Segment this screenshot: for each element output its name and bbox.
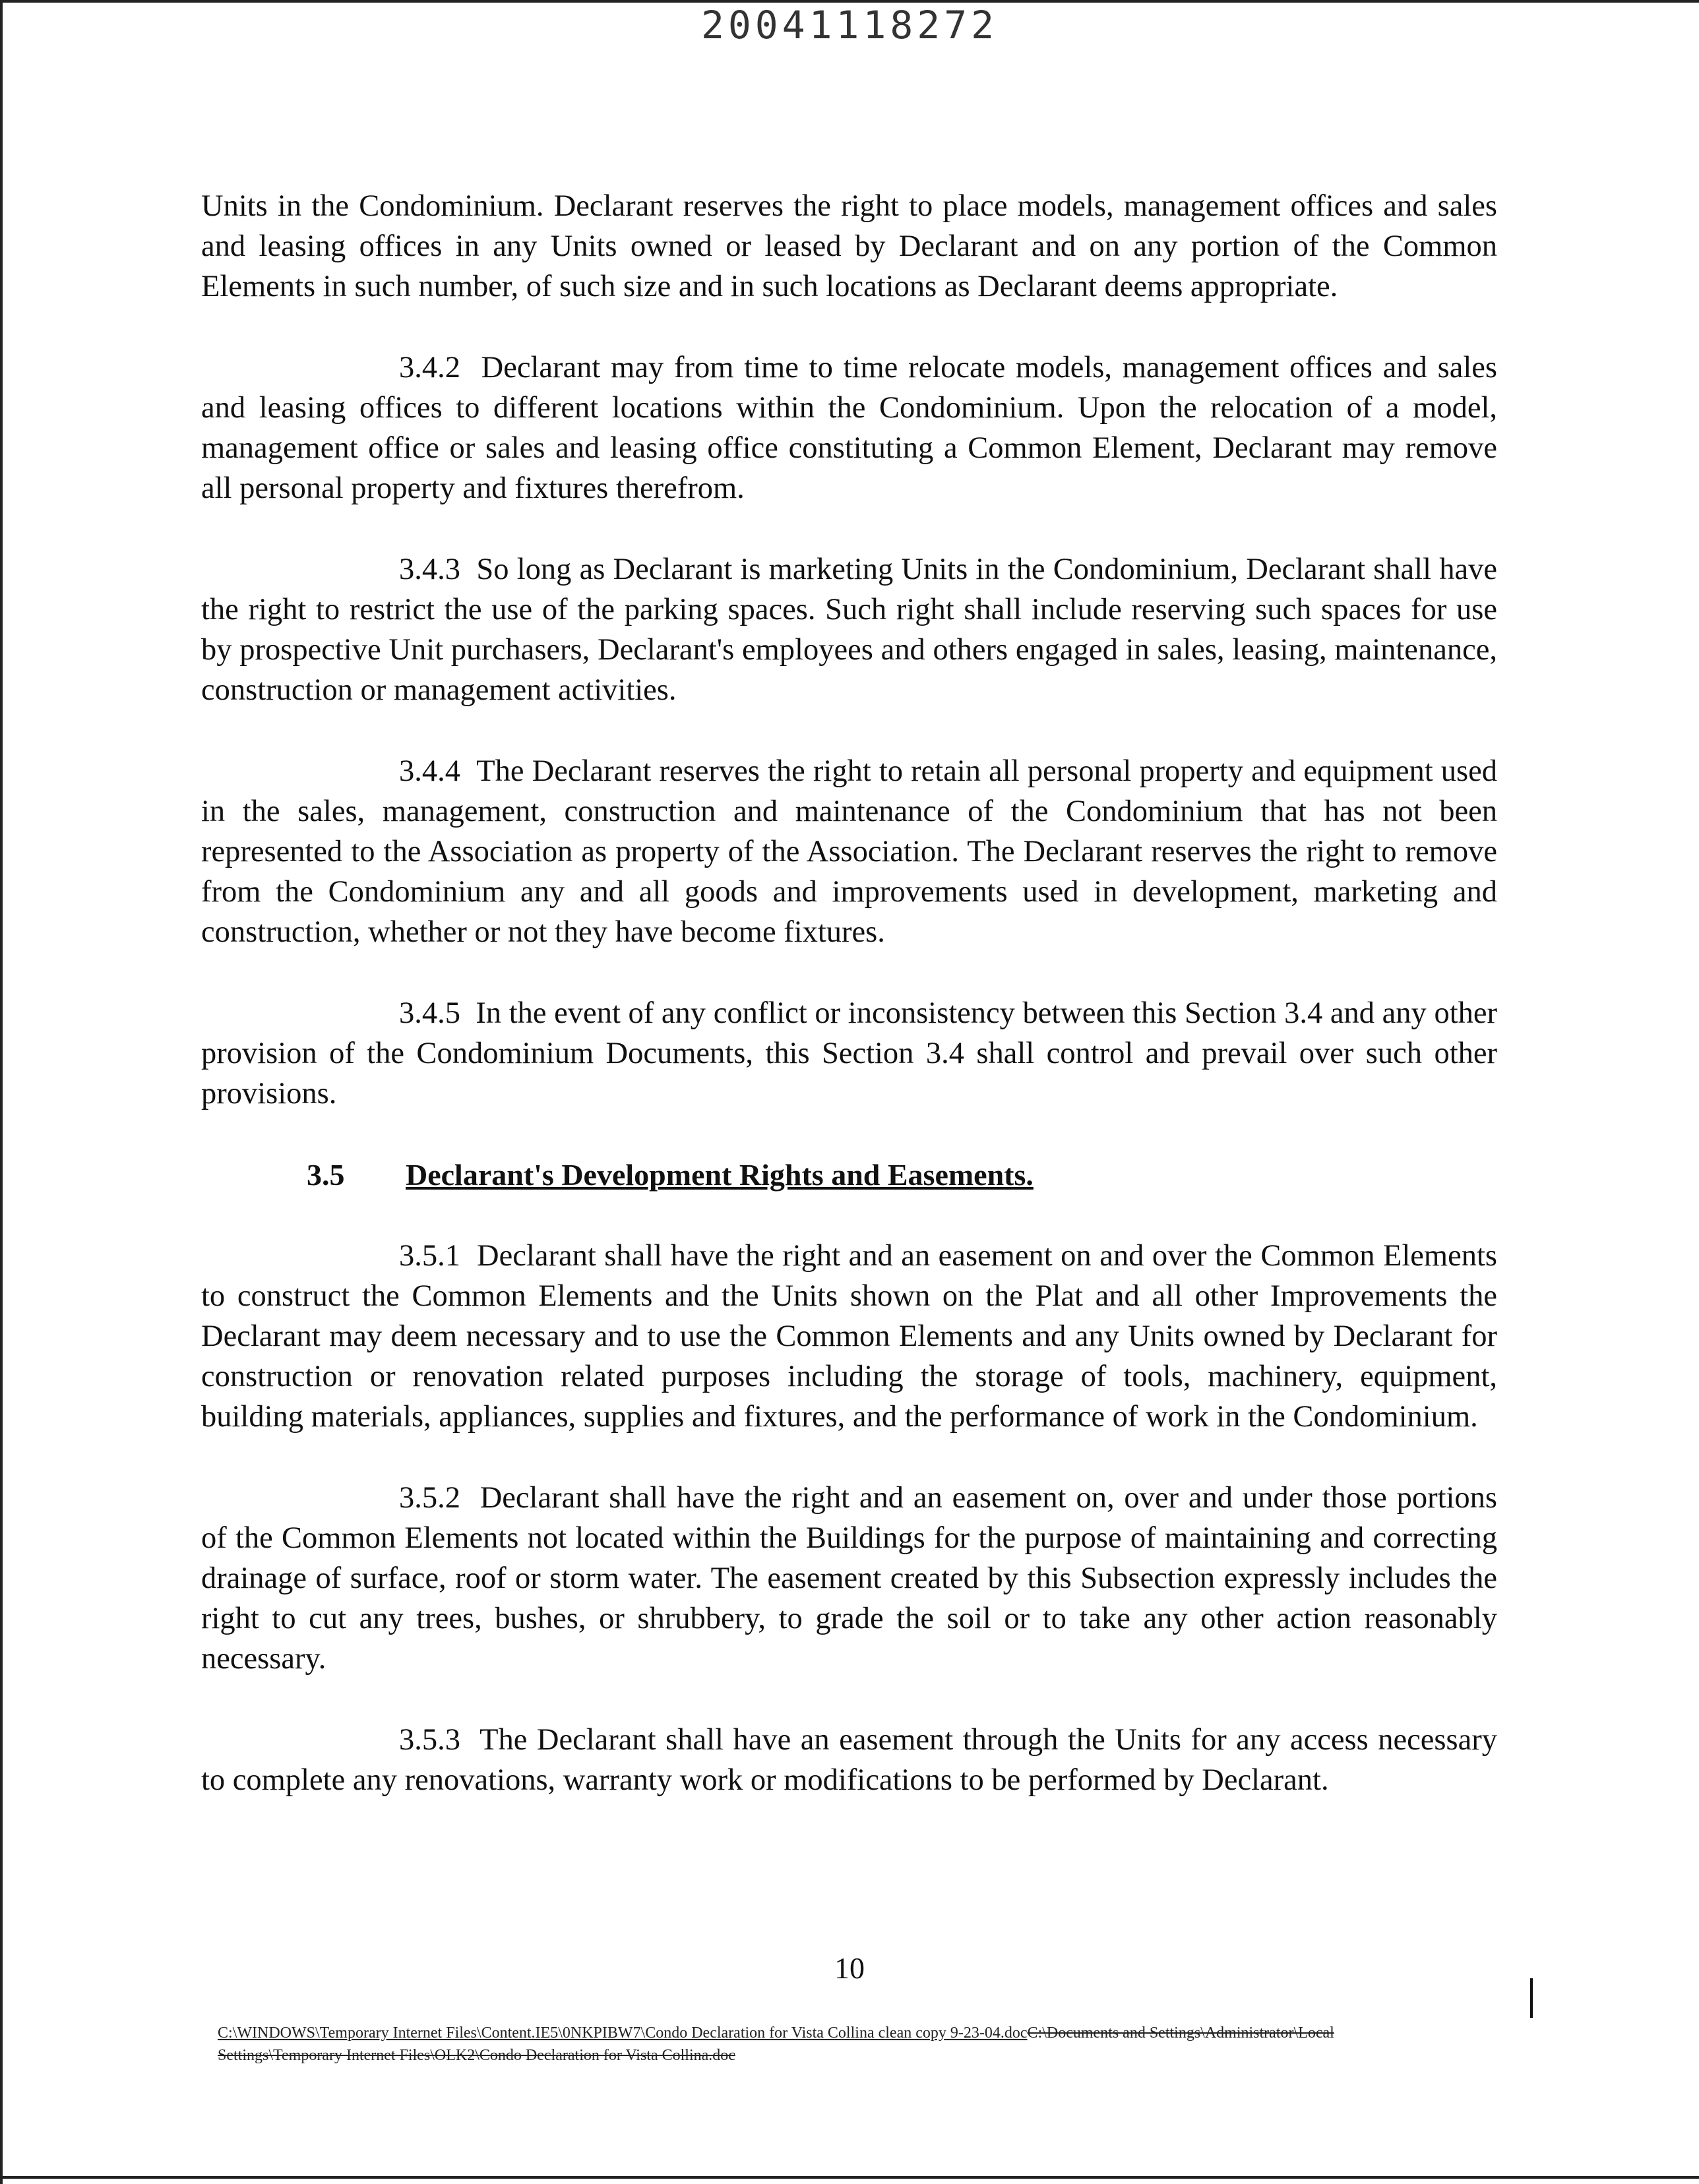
page-number: 10 <box>834 1951 865 1985</box>
paragraph-3-5-2 <box>201 1478 1497 1679</box>
paragraph-3-5-1 <box>201 1236 1497 1437</box>
paragraph-text: Declarant shall have the right and an easement on, over and under those portions of the Common Elements not located within the Buildings for the purpose of maintaining and correcting drainage of surface, roof or storm water. The easement created by this Subsection expressly includes the right to cut any trees, bushes, or shrubbery, to grade the soil or to take any other action reasonably necessary. <box>201 1481 1498 1676</box>
section-number: 3.5.2 <box>399 1481 460 1515</box>
section-heading-title: Declarant's Development Rights and Easements. <box>406 1158 1034 1192</box>
page-edge-left <box>0 0 3 2184</box>
section-number: 3.5.1 <box>399 1239 460 1273</box>
footer-path-current: C:\WINDOWS\Temporary Internet Files\Content.IE5\0NKPIBW7\Condo Declaration for Vista Collina clean copy 9-23-04.doc <box>218 2024 1028 2042</box>
footer-file-path <box>218 2022 1352 2067</box>
section-number: 3.5.3 <box>399 1723 460 1757</box>
paragraph-text: The Declarant shall have an easement through the Units for any access necessary to complete any renovations, warranty work or modifications to be performed by Declarant. <box>201 1723 1497 1797</box>
paragraph-text: So long as Declarant is marketing Units in the Condominium, Declarant shall have the right to restrict the use of the parking spaces. Such right shall include reserving such spaces for use by prospective Unit purchasers, Declarant's employees and others engaged in sales, leasing, maintenance, construction or management activities. <box>201 553 1498 707</box>
paragraph-text: Declarant shall have the right and an easement on and over the Common Elements to construct the Common Elements and the Units shown on the Plat and all other Improvements the Declarant may deem necessary and to use the Common Elements and any Units owned by Declarant for construction or renovation related purposes including the storage of tools, machinery, equipment, building materials, appliances, supplies and fixtures, and the performance of work in the Condominium. <box>201 1239 1498 1434</box>
paragraph-3-4-5 <box>201 993 1497 1114</box>
paragraph-text: Declarant may from time to time relocate models, management offices and sales and leasing offices to different locations within the Condominium. Upon the relocation of a model, management office or sales and leasing office constituting a Common Element, Declarant may remove all personal property and fixtures therefrom. <box>201 351 1497 505</box>
paragraph-text: In the event of any conflict or inconsistency between this Section 3.4 and any other provision of the Condominium Documents, this Section 3.4 shall control and prevail over such other provisions. <box>201 996 1497 1110</box>
section-number: 3.4.4 <box>399 754 460 788</box>
section-number: 3.4.2 <box>399 351 460 384</box>
paragraph-3-5-3 <box>201 1720 1497 1800</box>
change-bar <box>1530 1978 1533 2018</box>
footer-path-deleted: C:\Documents and Settings\Administrator\Local Settings\Temporary Internet Files\OLK2\Condo Declaration for Vista Collina.doc <box>218 2024 1334 2064</box>
paragraph-3-4-4 <box>201 751 1497 952</box>
document-body <box>201 186 1497 1841</box>
paragraph-text: The Declarant reserves the right to retain all personal property and equipment used in the sales, management, construction and maintenance of the Condominium that has not been represented to the Association as property of the Association. The Declarant reserves the right to remove from the Condominium any and all goods and improvements used in development, marketing and construction, whether or not they have become fixtures. <box>201 754 1497 949</box>
section-heading-number: 3.5 <box>307 1158 345 1192</box>
paragraph-3-4-2 <box>201 348 1497 508</box>
paragraph-text: Units in the Condominium. Declarant reserves the right to place models, management offices and sales and leasing offices in any Units owned or leased by Declarant and on any portion of the Common Elements in such number, of such size and in such locations as Declarant deems appropriate. <box>201 189 1497 303</box>
section-heading <box>201 1155 1497 1195</box>
paragraph-3-4-3 <box>201 549 1497 710</box>
section-number: 3.4.5 <box>399 996 460 1030</box>
document-number: 20041118272 <box>700 3 999 47</box>
section-number: 3.4.3 <box>399 553 460 586</box>
paragraph-continuation <box>201 186 1497 307</box>
page-edge-bottom <box>0 2176 1699 2179</box>
